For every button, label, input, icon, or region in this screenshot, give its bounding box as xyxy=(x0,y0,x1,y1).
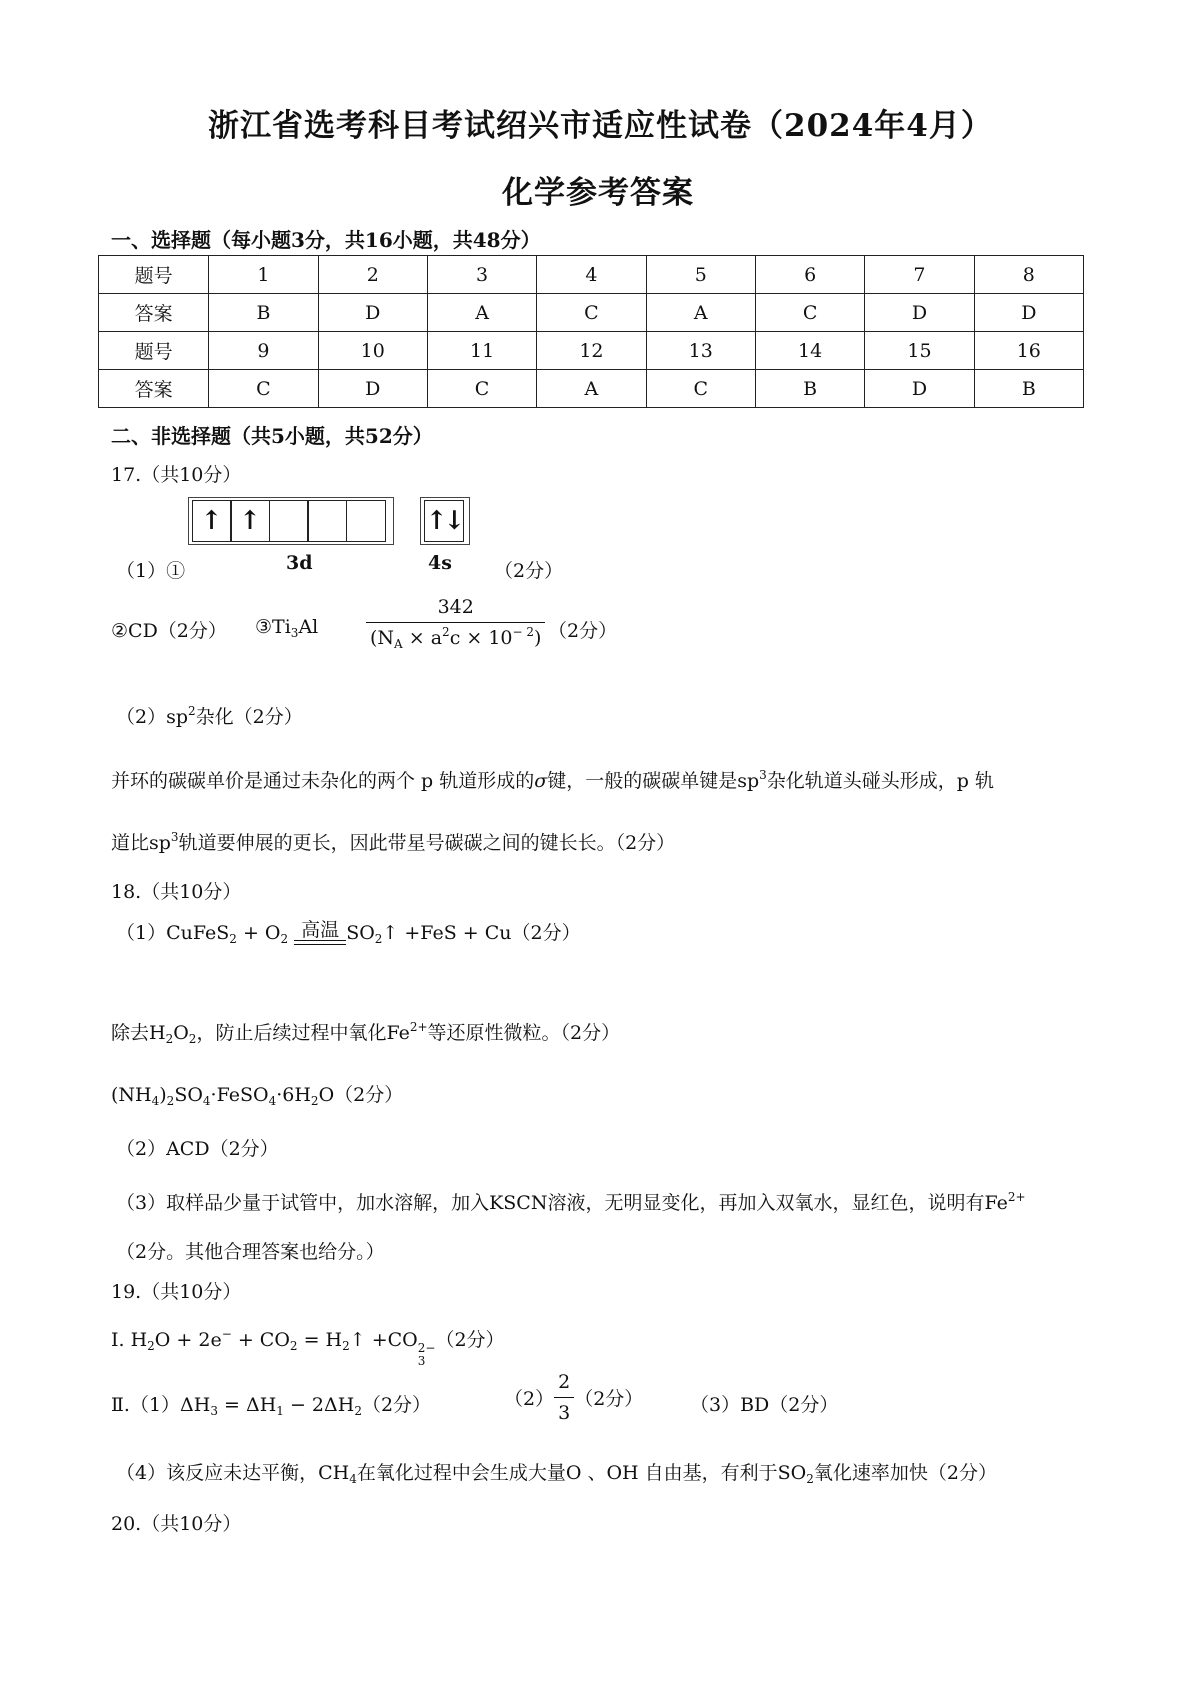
table-cell: 5 xyxy=(646,256,755,294)
superscript: 3 xyxy=(759,768,767,782)
subscript: 3 xyxy=(210,1404,218,1418)
fraction-numerator: 2 xyxy=(558,1371,571,1393)
table-cell: 7 xyxy=(865,256,974,294)
orbital-3d-boxes xyxy=(193,500,386,542)
text-run: 键，一般的碳碳单键是sp xyxy=(547,770,760,792)
q19-header: 19.（共10分） xyxy=(111,1281,242,1303)
text-run: （2分） xyxy=(574,1388,644,1410)
table-row xyxy=(99,294,1084,332)
text-run: （2） xyxy=(504,1388,555,1410)
subscript: 1 xyxy=(276,1404,284,1418)
equals-arrow xyxy=(294,940,346,945)
subscript: 2 xyxy=(310,1094,319,1108)
orbital-box: ↑ xyxy=(230,500,270,542)
table-cell: D xyxy=(318,294,427,332)
superscript: − 2 xyxy=(512,625,535,639)
text-run: = H xyxy=(297,1329,343,1351)
orbital-box: ↑ xyxy=(192,500,232,542)
fraction xyxy=(554,1371,574,1424)
table-cell: B xyxy=(974,370,1083,408)
q17-p1-label: （1）① xyxy=(116,560,186,582)
q19-l1 xyxy=(111,1325,505,1368)
subscript: 2 xyxy=(806,1472,814,1486)
row-label: 答案 xyxy=(99,370,209,408)
table-cell: 10 xyxy=(318,332,427,370)
text-run: O xyxy=(173,1022,189,1044)
table-cell: 4 xyxy=(537,256,646,294)
text-run: ·6H xyxy=(276,1084,311,1106)
q18-equation xyxy=(116,918,581,945)
section2-heading: 二、非选择题（共5小题，共52分） xyxy=(111,424,433,448)
orbital-4s-label: 4s xyxy=(428,552,452,574)
text-run: × a xyxy=(402,627,443,649)
q17-p2: ②CD（2分） xyxy=(111,620,227,642)
subscript: 2 xyxy=(289,1339,298,1353)
table-cell: C xyxy=(209,370,318,408)
section1-heading: 一、选择题（每小题3分，共16小题，共48分） xyxy=(111,228,541,252)
table-cell: 15 xyxy=(865,332,974,370)
q17-fraction xyxy=(366,596,545,649)
page-subtitle: 化学参考答案 xyxy=(502,175,694,211)
text-run: （4）该反应未达平衡，CH xyxy=(116,1462,350,1484)
q17-p5 xyxy=(111,766,994,793)
subscript: 4 xyxy=(202,1094,211,1108)
table-cell: A xyxy=(646,294,755,332)
table-cell: 12 xyxy=(537,332,646,370)
text-run: ) xyxy=(534,627,542,649)
text-run: ③Ti xyxy=(255,616,291,638)
subscript: 2 xyxy=(188,1032,197,1046)
q18-l5 xyxy=(116,1188,1026,1215)
table-cell: B xyxy=(755,370,864,408)
superscript: 2 xyxy=(442,625,450,639)
text-run: ，防止后续过程中氧化Fe xyxy=(196,1022,410,1044)
text-run: − 2ΔH xyxy=(283,1394,355,1416)
subscript: 3 xyxy=(417,1354,426,1368)
table-row xyxy=(99,332,1084,370)
table-row xyxy=(99,256,1084,294)
reaction-condition xyxy=(294,920,346,945)
text-run: SO xyxy=(174,1084,203,1106)
subscript: 2 xyxy=(166,1094,175,1108)
orbital-box xyxy=(269,500,309,542)
q17-p6 xyxy=(111,828,675,855)
text-run: ·FeSO xyxy=(210,1084,269,1106)
sub-sup-stack xyxy=(418,1342,436,1368)
table-cell: 8 xyxy=(974,256,1083,294)
orbital-box: ↑↓ xyxy=(424,500,464,542)
table-cell: D xyxy=(974,294,1083,332)
text-run: + O xyxy=(236,922,281,944)
text-run: 杂化轨道头碰头形成，p 轨 xyxy=(766,770,994,792)
superscript: 3 xyxy=(170,830,179,844)
text-run: 杂化（2分） xyxy=(195,706,303,728)
orbital-4s-boxes xyxy=(425,500,464,542)
table-cell: 16 xyxy=(974,332,1083,370)
table-cell: C xyxy=(427,370,536,408)
q19-l2-part2 xyxy=(504,1371,643,1424)
row-label: 题号 xyxy=(99,332,209,370)
orbital-3d-label: 3d xyxy=(286,552,313,574)
table-row xyxy=(99,370,1084,408)
table-cell: 1 xyxy=(209,256,318,294)
table-cell: 9 xyxy=(209,332,318,370)
text-run: 在氧化过程中会生成大量O 、OH 自由基，有利于SO xyxy=(356,1462,807,1484)
subscript: 2 xyxy=(229,932,237,946)
text-run: 并环的碳碳单价是通过未杂化的两个 p 轨道形成的 xyxy=(111,770,535,792)
text-run: 轨道要伸展的更长，因此带星号碳碳之间的键长长。（2分） xyxy=(178,832,676,854)
text-run: ↑ +FeS + Cu（2分） xyxy=(382,922,581,944)
subscript: 4 xyxy=(151,1094,160,1108)
text-run: = ΔH xyxy=(217,1394,277,1416)
table-cell: 3 xyxy=(427,256,536,294)
subscript: 2 xyxy=(342,1339,350,1353)
superscript: 2+ xyxy=(409,1020,428,1034)
text-run: 等还原性微粒。（2分） xyxy=(427,1022,621,1044)
q18-l4: （2）ACD（2分） xyxy=(116,1138,279,1160)
text-run: （2分） xyxy=(435,1329,505,1351)
table-cell: 13 xyxy=(646,332,755,370)
text-run: Ⅰ. H xyxy=(111,1329,148,1351)
text-run: 除去H xyxy=(111,1022,166,1044)
fraction-numerator: 342 xyxy=(437,596,474,618)
page-title: 浙江省选考科目考试绍兴市适应性试卷（2024年4月） xyxy=(208,108,993,144)
text-run: c × 10 xyxy=(449,627,513,649)
orbital-box xyxy=(307,500,347,542)
text-run: SO xyxy=(346,922,375,944)
text-run: （2）sp xyxy=(116,706,189,728)
subscript: 3 xyxy=(290,626,299,640)
q19-l3 xyxy=(116,1458,997,1485)
text-run: O（2分） xyxy=(318,1084,404,1106)
fraction-denominator: 3 xyxy=(554,1397,574,1424)
table-cell: A xyxy=(427,294,536,332)
superscript: 2− xyxy=(417,1341,436,1355)
q17-p3 xyxy=(255,616,318,638)
text-run: （3）取样品少量于试管中，加水溶解，加入KSCN溶液，无明显变化，再加入双氧水，显红色，说明有Fe xyxy=(116,1192,1008,1214)
table-cell: 2 xyxy=(318,256,427,294)
table-cell: D xyxy=(318,370,427,408)
q17-p1-score: （2分） xyxy=(494,560,564,582)
text-run: 道比sp xyxy=(111,832,171,854)
q18-header: 18.（共10分） xyxy=(111,881,242,903)
condition-label: 高温 xyxy=(301,919,340,941)
text-run: （2分） xyxy=(361,1394,432,1416)
text-run: (N xyxy=(370,627,395,649)
row-label: 题号 xyxy=(99,256,209,294)
row-label: 答案 xyxy=(99,294,209,332)
subscript: 2 xyxy=(147,1339,155,1353)
table-cell: D xyxy=(865,294,974,332)
subscript: 2 xyxy=(165,1032,174,1046)
q20-header: 20.（共10分） xyxy=(111,1513,242,1535)
superscript: 2 xyxy=(188,704,196,718)
subscript: 4 xyxy=(268,1094,277,1108)
text-run: + CO xyxy=(231,1329,290,1351)
table-cell: C xyxy=(755,294,864,332)
table-cell: C xyxy=(537,294,646,332)
text-run: ↑ +CO xyxy=(349,1329,418,1351)
fraction-denominator xyxy=(366,622,545,649)
sigma-symbol: σ xyxy=(534,770,548,792)
q18-l6: （2分。其他合理答案也给分。） xyxy=(116,1241,385,1263)
subscript: 4 xyxy=(349,1472,357,1486)
q19-l2-part3: （3）BD（2分） xyxy=(690,1394,839,1416)
superscript: − xyxy=(221,1327,232,1341)
text-run: 氧化速率加快（2分） xyxy=(813,1462,997,1484)
q19-l2 xyxy=(111,1390,431,1417)
orbital-box xyxy=(346,500,386,542)
table-cell: B xyxy=(209,294,318,332)
subscript: 2 xyxy=(374,932,383,946)
text-run: （1）CuFeS xyxy=(116,922,230,944)
table-cell: D xyxy=(865,370,974,408)
text-run: Al xyxy=(298,616,319,638)
subscript: A xyxy=(394,637,403,651)
subscript: 2 xyxy=(354,1404,362,1418)
q18-l2 xyxy=(111,1018,620,1045)
text-run: ) xyxy=(159,1084,167,1106)
text-run: (NH xyxy=(111,1084,152,1106)
table-cell: 6 xyxy=(755,256,864,294)
text-run: Ⅱ.（1）ΔH xyxy=(111,1394,211,1416)
q17-p4 xyxy=(116,702,303,729)
subscript: 2 xyxy=(280,932,289,946)
q18-l3 xyxy=(111,1080,403,1107)
q17-p3-score: （2分） xyxy=(548,620,618,642)
q17-header: 17.（共10分） xyxy=(111,464,242,486)
fraction xyxy=(366,596,545,649)
table-cell: C xyxy=(646,370,755,408)
table-cell: 14 xyxy=(755,332,864,370)
text-run: O + 2e xyxy=(154,1329,222,1351)
table-cell: A xyxy=(537,370,646,408)
superscript: 2+ xyxy=(1007,1190,1026,1204)
answer-table xyxy=(98,255,1084,408)
table-cell: 11 xyxy=(427,332,536,370)
